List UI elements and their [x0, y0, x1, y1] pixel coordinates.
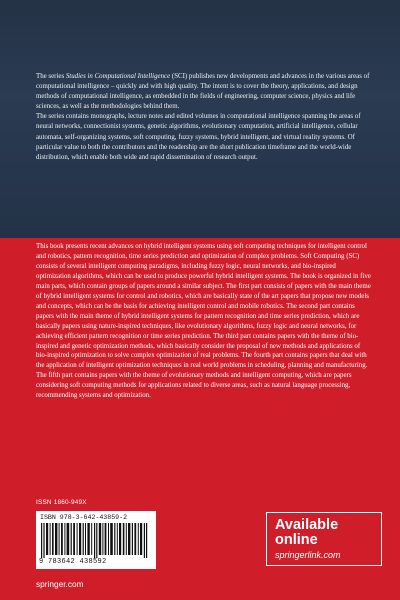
available-online-title: Available online — [275, 517, 339, 548]
barcode-icon — [41, 523, 151, 558]
series-title: Studies in Computational Intelligence — [65, 73, 171, 80]
series-paragraph-2: The series contains monographs, lecture notes and edited volumes in computational intelligence spanning the areas of neural networks, connectionist systems, genetic algorithms, evolutionary computation, artificial intelligence, cellular automata, self-organizing systems, soft computing, fuzzy systems, hybrid intelligent, and virtual reality systems. Of particular value to both the contributors and the readership are the short publication timeframe and the world-wide distribution, which enable both wide and rapid dissemination of research output. — [36, 113, 361, 161]
available-online-badge — [266, 512, 382, 566]
isbn-barcode — [36, 511, 156, 569]
book-description: This book presents recent advances on hybrid intelligent systems using soft computing techniques for intelligent control and robotics, pattern recognition, time series prediction and optimization of complex problems. Soft Computing (SC) consists of several intelligent computing paradigms, including fuzzy logic, neural networks, and bio-inspired optimization algorithms, which can be used to produce powerful hybrid intelligent systems. The book is organized in five main parts, which contain groups of papers around a similar subject. The first part consists of papers with the main theme of hybrid intelligent systems for control and robotics, which are basically state of the art papers that propose new models and concepts, which can be the basis for achieving intelligent control and mobile robotics. The second part contains papers with the main theme of hybrid intelligent systems for pattern recognition and time series prediction, which are basically papers using nature-inspired techniques, like evolutionary algorithms, fuzzy logic and neural networks, for achieving efficient pattern recognition or time series prediction. The third part contains papers with the theme of bio-inspired and genetic optimization methods, which basically consider the proposal of new methods and applications of bio-inspired optimization to solve complex optimization of real problems. The fourth part contains papers that deal with the application of intelligent optimization techniques in real world problems in scheduling, planning and manufacturing. The fifth part contains papers with the theme of evolutionary methods and intelligent computing, which are papers considering soft computing methods for applications related to diverse areas, such as natural language processing, recommending systems and optimization. — [36, 243, 371, 400]
series-paragraph-1: The series Studies in Computational Intelligence (SCI) publishes new developments and advances in the various areas of computational intelligence – quickly and with high quality. The intent is to cover the theory, applications, and design methods of computational intelligence, as embedded in the fields of engineering, computer science, physics and life sciences, as well as the methodologies behind them. — [36, 73, 370, 111]
barcode-digits: 9 783642 438592 — [39, 558, 107, 566]
series-description — [36, 72, 372, 163]
issn-label: ISSN 1860-949X — [36, 499, 87, 506]
springerlink-url: springerlink.com — [275, 550, 341, 560]
isbn-number: ISBN 978-3-642-43859-2 — [40, 514, 128, 521]
publisher-url: springer.com — [36, 579, 84, 589]
